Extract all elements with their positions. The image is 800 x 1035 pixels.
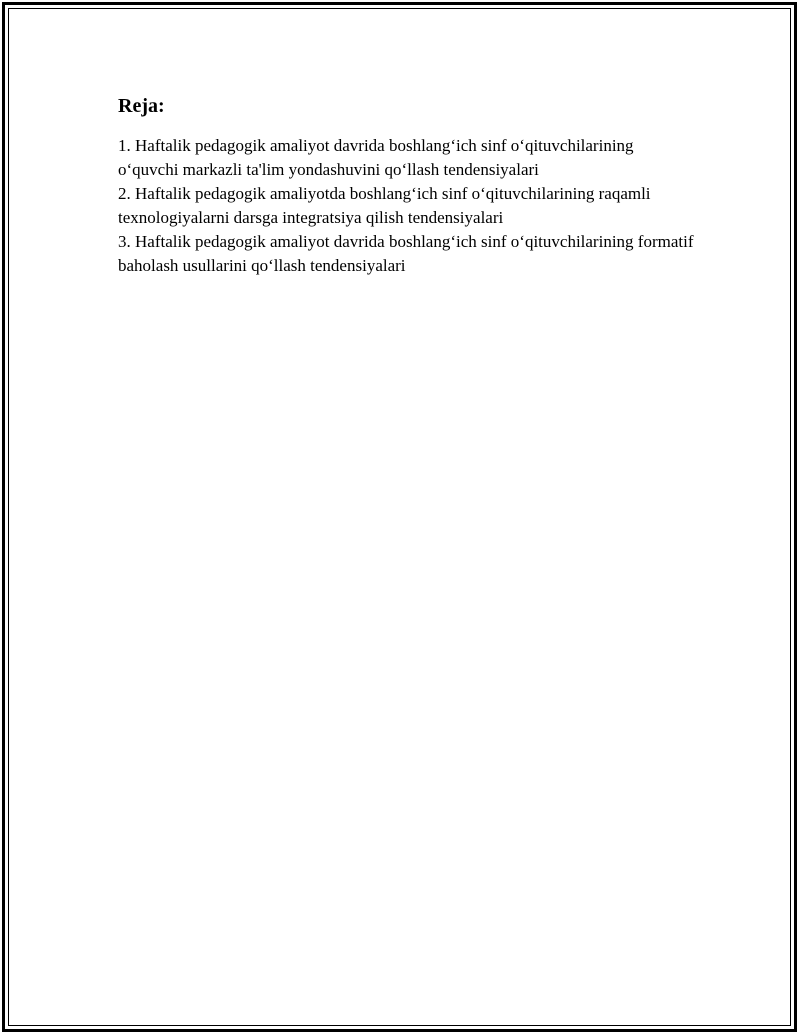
plan-heading: Reja:: [118, 95, 165, 117]
plan-list: [118, 134, 698, 278]
document-content: [118, 92, 698, 278]
plan-item-3: 3. Haftalik pedagogik amaliyot davrida boshlang‘ich sinf o‘qituvchilarining formatif baholash usullarini qo‘llash tendensiyalari: [118, 232, 694, 275]
plan-item-1: 1. Haftalik pedagogik amaliyot davrida boshlang‘ich sinf o‘qituvchilarining o‘quvchi markazli ta'lim yondashuvini qo‘llash tendensiyalari: [118, 136, 634, 179]
plan-item-2: 2. Haftalik pedagogik amaliyotda boshlang‘ich sinf o‘qituvchilarining raqamli texnologiyalarni darsga integratsiya qilish tendensiyalari: [118, 184, 651, 227]
